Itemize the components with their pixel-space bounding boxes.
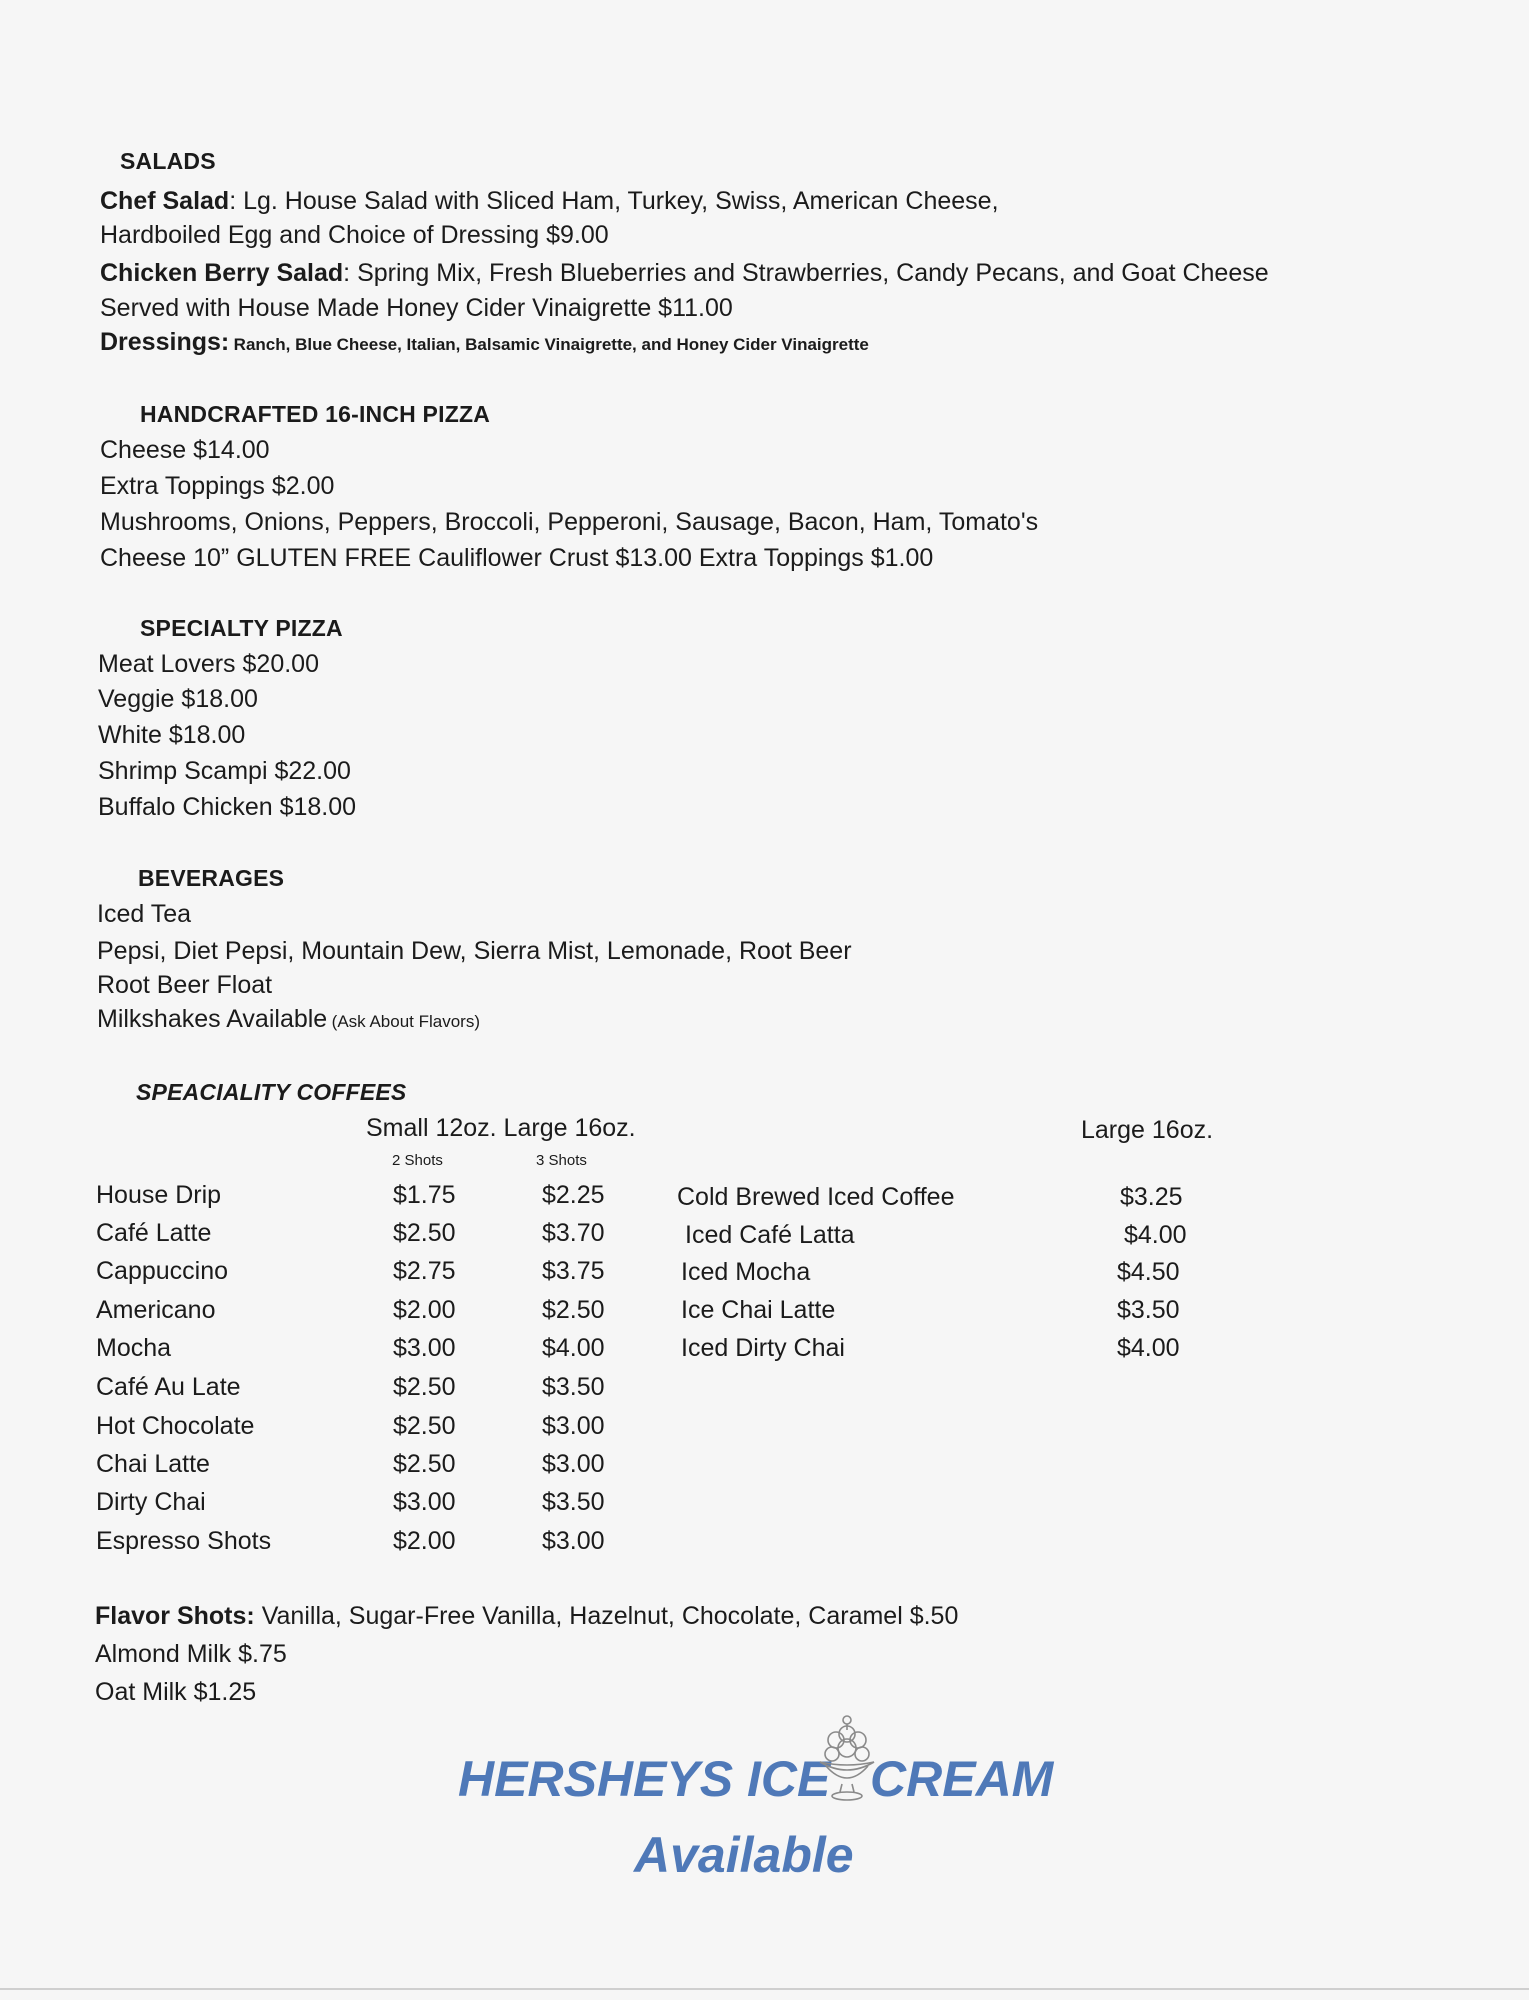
shots-large: 3 Shots [536, 1152, 587, 1169]
shots-small: 2 Shots [392, 1152, 443, 1169]
cold-coffee-name: Ice Chai Latte [681, 1296, 836, 1324]
cold-coffee-price: $3.50 [1117, 1296, 1180, 1324]
hot-coffee-large-price: $4.00 [542, 1334, 605, 1362]
cold-coffee-price: $4.00 [1117, 1334, 1180, 1362]
milkshake-note: (Ask About Flavors) [331, 1012, 480, 1031]
hot-coffee-large-price: $2.50 [542, 1296, 605, 1324]
chef-salad-line2: Hardboiled Egg and Choice of Dressing $9.00 [100, 221, 609, 249]
cold-coffee-price: $3.25 [1120, 1183, 1183, 1211]
hot-coffee-small-price: $2.50 [393, 1219, 456, 1247]
specialty-line: White $18.00 [98, 721, 246, 749]
pizza-heading: HANDCRAFTED 16-INCH PIZZA [140, 401, 490, 427]
chicken-berry-desc: : Spring Mix, Fresh Blueberries and Strawberries, Candy Pecans, and Goat Cheese [343, 259, 1269, 287]
cold-coffee-name: Iced Mocha [681, 1258, 811, 1286]
dressings-line [100, 328, 869, 357]
ice-cream-title-right: CREAM [870, 1751, 1054, 1807]
pizza-line: Cheese $14.00 [100, 436, 270, 464]
chicken-berry-line2: Served with House Made Honey Cider Vinaigrette $11.00 [100, 294, 733, 322]
hot-coffee-large-price: $3.75 [542, 1257, 605, 1285]
cold-coffee-name: Cold Brewed Iced Coffee [677, 1183, 955, 1211]
coffees-heading: SPEACIALITY COFFEES [136, 1079, 407, 1105]
hot-coffee-name: Café Au Late [96, 1373, 241, 1401]
hot-coffee-small-price: $2.00 [393, 1527, 456, 1555]
specialty-line: Shrimp Scampi $22.00 [98, 757, 351, 785]
hot-coffee-small-price: $2.75 [393, 1257, 456, 1285]
hot-coffee-large-price: $3.50 [542, 1373, 605, 1401]
hot-coffee-large-price: $3.50 [542, 1488, 605, 1516]
cold-size-header: Large 16oz. [1081, 1116, 1214, 1144]
beverage-line: Pepsi, Diet Pepsi, Mountain Dew, Sierra Mist, Lemonade, Root Beer [97, 937, 852, 965]
cold-coffee-price: $4.50 [1117, 1258, 1180, 1286]
flavor-shots-list: Vanilla, Sugar-Free Vanilla, Hazelnut, Chocolate, Caramel $.50 [261, 1602, 959, 1630]
specialty-line: Buffalo Chicken $18.00 [98, 793, 357, 821]
chef-salad-desc: : Lg. House Salad with Sliced Ham, Turkey, Swiss, American Cheese, [229, 187, 999, 215]
cold-coffee-name: Iced Café Latta [685, 1221, 855, 1249]
almond-milk: Almond Milk $.75 [95, 1640, 287, 1668]
page-edge-divider [0, 1988, 1529, 1990]
dressings-label: Dressings: [100, 328, 230, 356]
hot-coffee-large-price: $3.00 [542, 1450, 605, 1478]
hot-coffee-large-price: $3.00 [542, 1527, 605, 1555]
ice-cream-available: Available [634, 1827, 854, 1883]
ice-cream-title-left: HERSHEYS ICE [458, 1751, 831, 1807]
hot-coffee-name: Espresso Shots [96, 1527, 272, 1555]
hot-coffee-name: Americano [96, 1296, 216, 1324]
chef-salad-name: Chef Salad [100, 187, 230, 215]
milkshake-line [97, 1005, 480, 1034]
hot-coffee-small-price: $2.00 [393, 1296, 456, 1324]
hot-coffee-small-price: $2.50 [393, 1412, 456, 1440]
flavor-shots-line [95, 1602, 958, 1631]
specialty-line: Veggie $18.00 [98, 685, 258, 713]
hot-coffee-small-price: $2.50 [393, 1373, 456, 1401]
hot-coffee-name: Hot Chocolate [96, 1412, 255, 1440]
specialty-heading: SPECIALTY PIZZA [140, 615, 343, 641]
hot-coffee-name: Chai Latte [96, 1450, 210, 1478]
hot-coffee-name: Dirty Chai [96, 1488, 206, 1516]
beverages-heading: BEVERAGES [138, 865, 285, 891]
pizza-line: Cheese 10” GLUTEN FREE Cauliflower Crust $13.00 Extra Toppings $1.00 [100, 544, 934, 572]
hot-coffee-large-price: $3.00 [542, 1412, 605, 1440]
hot-coffee-name: House Drip [96, 1181, 222, 1209]
beverage-line: Root Beer Float [97, 971, 273, 999]
specialty-line: Meat Lovers $20.00 [98, 650, 319, 678]
pizza-line: Extra Toppings $2.00 [100, 472, 335, 500]
cold-coffee-price: $4.00 [1124, 1221, 1187, 1249]
chicken-berry-line1 [100, 259, 1269, 288]
hot-coffee-large-price: $2.25 [542, 1181, 605, 1209]
hot-coffee-name: Mocha [96, 1334, 172, 1362]
hot-coffee-large-price: $3.70 [542, 1219, 605, 1247]
oat-milk: Oat Milk $1.25 [95, 1678, 257, 1706]
hot-coffee-small-price: $1.75 [393, 1181, 456, 1209]
milkshake-text: Milkshakes Available [97, 1005, 328, 1033]
salads-heading: SALADS [120, 148, 216, 174]
hot-coffee-name: Cappuccino [96, 1257, 229, 1285]
beverage-line: Iced Tea [97, 900, 192, 928]
hot-coffee-small-price: $3.00 [393, 1334, 456, 1362]
pizza-line: Mushrooms, Onions, Peppers, Broccoli, Pepperoni, Sausage, Bacon, Ham, Tomato's [100, 508, 1039, 536]
cold-coffee-name: Iced Dirty Chai [681, 1334, 845, 1362]
hot-size-header: Small 12oz. Large 16oz. [366, 1114, 636, 1142]
hot-coffee-name: Café Latte [96, 1219, 212, 1247]
chicken-berry-name: Chicken Berry Salad [100, 259, 344, 287]
dressings-list: Ranch, Blue Cheese, Italian, Balsamic Vinaigrette, and Honey Cider Vinaigrette [233, 335, 869, 354]
hot-coffee-small-price: $2.50 [393, 1450, 456, 1478]
hot-coffee-small-price: $3.00 [393, 1488, 456, 1516]
flavor-shots-label: Flavor Shots: [95, 1602, 255, 1630]
chef-salad-line1 [100, 187, 999, 216]
